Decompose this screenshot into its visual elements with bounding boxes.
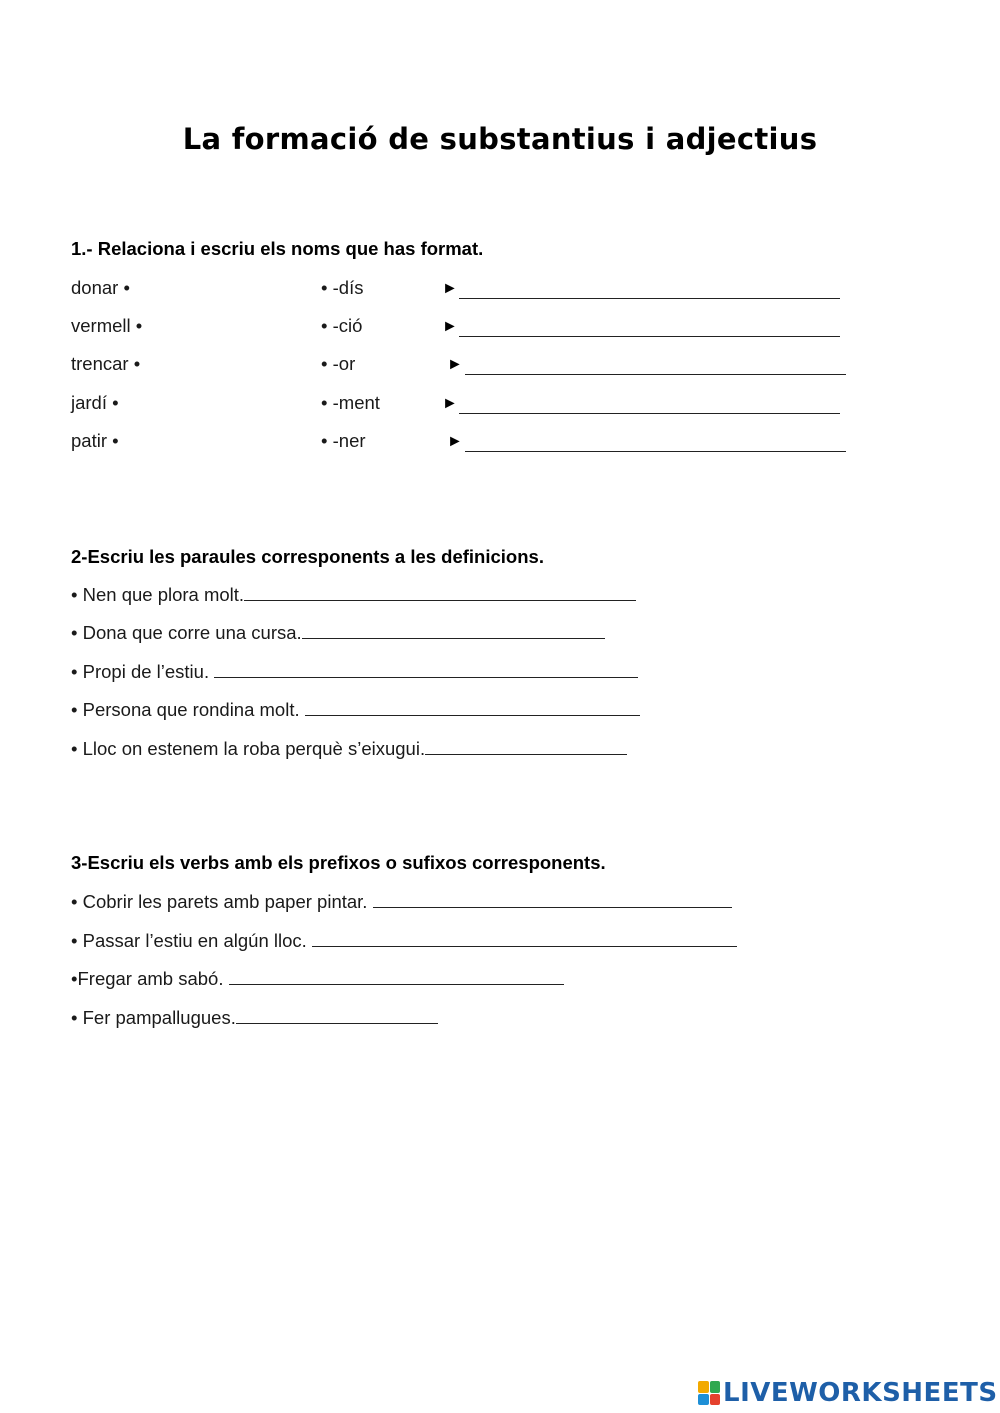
answer-blank[interactable] [459, 298, 840, 299]
definition-text: • Dona que corre una cursa. [71, 622, 302, 643]
answer-blank[interactable] [236, 1007, 438, 1024]
arrow-icon: ► [442, 318, 458, 335]
answer-blank[interactable] [459, 413, 840, 414]
match-word: donar • [71, 277, 130, 298]
match-word: trencar • [71, 353, 141, 374]
page-title: La formació de substantius i adjectius [182, 122, 818, 156]
answer-blank[interactable] [425, 738, 627, 755]
definition-text: • Lloc on estenem la roba perquè s’eixugui. [71, 738, 426, 759]
section2-heading: 2-Escriu les paraules corresponents a les definicions. [71, 546, 544, 567]
answer-blank[interactable] [465, 374, 846, 375]
match-suffix: • -ment [321, 392, 380, 413]
match-word: jardí • [71, 392, 119, 413]
match-word: patir • [71, 430, 119, 451]
definition-item [71, 661, 638, 683]
answer-blank[interactable] [459, 336, 840, 337]
definition-text: • Persona que rondina molt. [71, 699, 305, 720]
arrow-icon: ► [442, 395, 458, 412]
arrow-icon: ► [447, 356, 463, 373]
answer-blank[interactable] [465, 451, 846, 452]
definition-text: • Nen que plora molt. [71, 584, 245, 605]
match-suffix: • -dís [321, 277, 364, 298]
verb-definition-text: •Fregar amb sabó. [71, 968, 229, 989]
liveworksheets-logo[interactable] [698, 1378, 998, 1408]
definition-item [71, 584, 636, 606]
answer-blank[interactable] [373, 891, 732, 908]
definition-item [71, 738, 627, 760]
verb-definition-text: • Cobrir les parets amb paper pintar. [71, 891, 373, 912]
section1-heading: 1.- Relaciona i escriu els noms que has format. [71, 238, 484, 259]
answer-blank[interactable] [244, 584, 636, 601]
answer-blank[interactable] [214, 661, 638, 678]
verb-item [71, 1007, 438, 1029]
arrow-icon: ► [442, 280, 458, 297]
logo-text: LIVEWORKSHEETS [723, 1378, 998, 1408]
section3-heading: 3-Escriu els verbs amb els prefixos o sufixos corresponents. [71, 852, 606, 873]
definition-item [71, 699, 640, 721]
match-suffix: • -ció [321, 315, 363, 336]
verb-item [71, 930, 737, 952]
liveworksheets-logo-icon [698, 1381, 720, 1405]
answer-blank[interactable] [302, 622, 605, 639]
definition-item [71, 622, 605, 644]
answer-blank[interactable] [305, 699, 640, 716]
definition-text: • Propi de l’estiu. [71, 661, 215, 682]
verb-definition-text: • Passar l’estiu en algún lloc. [71, 930, 312, 951]
match-word: vermell • [71, 315, 143, 336]
verb-item [71, 968, 564, 990]
match-suffix: • -or [321, 353, 356, 374]
match-suffix: • -ner [321, 430, 366, 451]
verb-item [71, 891, 732, 913]
answer-blank[interactable] [312, 930, 737, 947]
arrow-icon: ► [447, 433, 463, 450]
answer-blank[interactable] [229, 968, 564, 985]
verb-definition-text: • Fer pampallugues. [71, 1007, 236, 1028]
